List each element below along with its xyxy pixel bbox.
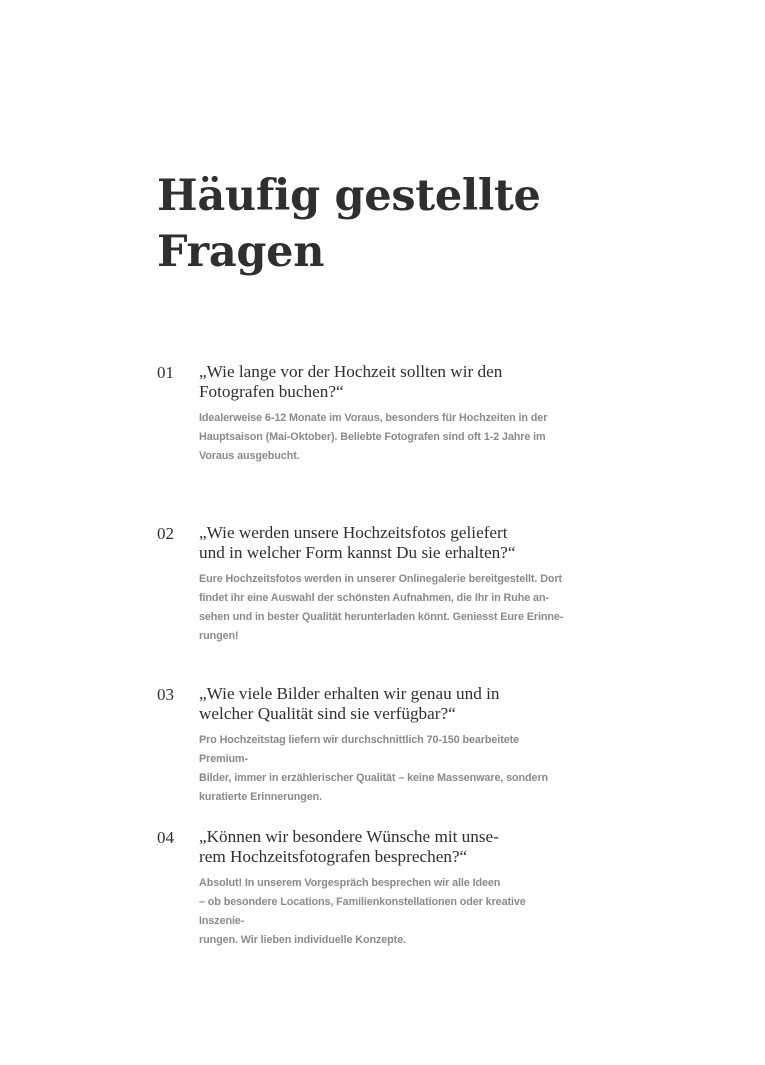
faq-number: 04	[157, 828, 174, 847]
faq-answer: Pro Hochzeitstag liefern wir durchschnittlich 70-150 bearbeitete Premium- Bilder, immer in erzählerischer Qualität – keine Massenware, sondern kuratierte Erinnerungen.	[199, 734, 549, 803]
faq-answer: Idealerweise 6-12 Monate im Voraus, besonders für Hochzeiten in der Hauptsaison (Mai-Oktober). Beliebte Fotografen sind oft 1-2 Jahre im Voraus ausgebucht.	[199, 412, 548, 462]
faq-question: „Können wir besondere Wünsche mit unse- rem Hochzeitsfotografen besprechen?“	[199, 827, 499, 866]
faq-number: 01	[157, 363, 174, 382]
page-title: Häufig gestellte Fragen	[157, 171, 541, 277]
faq-question: „Wie lange vor der Hochzeit sollten wir den Fotografen buchen?“	[199, 362, 503, 401]
faq-answer: Eure Hochzeitsfotos werden in unserer Onlinegalerie bereitgestellt. Dort findet ihr eine Auswahl der schönsten Aufnahmen, die Ihr in Ruhe an- sehen und in bester Qualität herunterladen könnt. Geniesst Eure Erinne- rungen!	[199, 573, 564, 642]
faq-number: 03	[157, 685, 174, 704]
faq-number: 02	[157, 524, 174, 543]
faq-question: „Wie viele Bilder erhalten wir genau und in welcher Qualität sind sie verfügbar?“	[199, 684, 500, 723]
faq-question: „Wie werden unsere Hochzeitsfotos geliefert und in welcher Form kannst Du sie erhalten?“	[199, 523, 516, 562]
faq-answer: Absolut! In unserem Vorgespräch besprechen wir alle Ideen – ob besondere Locations, Familienkonstellationen oder kreative Inszenie- rungen. Wir lieben individuelle Konzepte.	[199, 877, 526, 946]
